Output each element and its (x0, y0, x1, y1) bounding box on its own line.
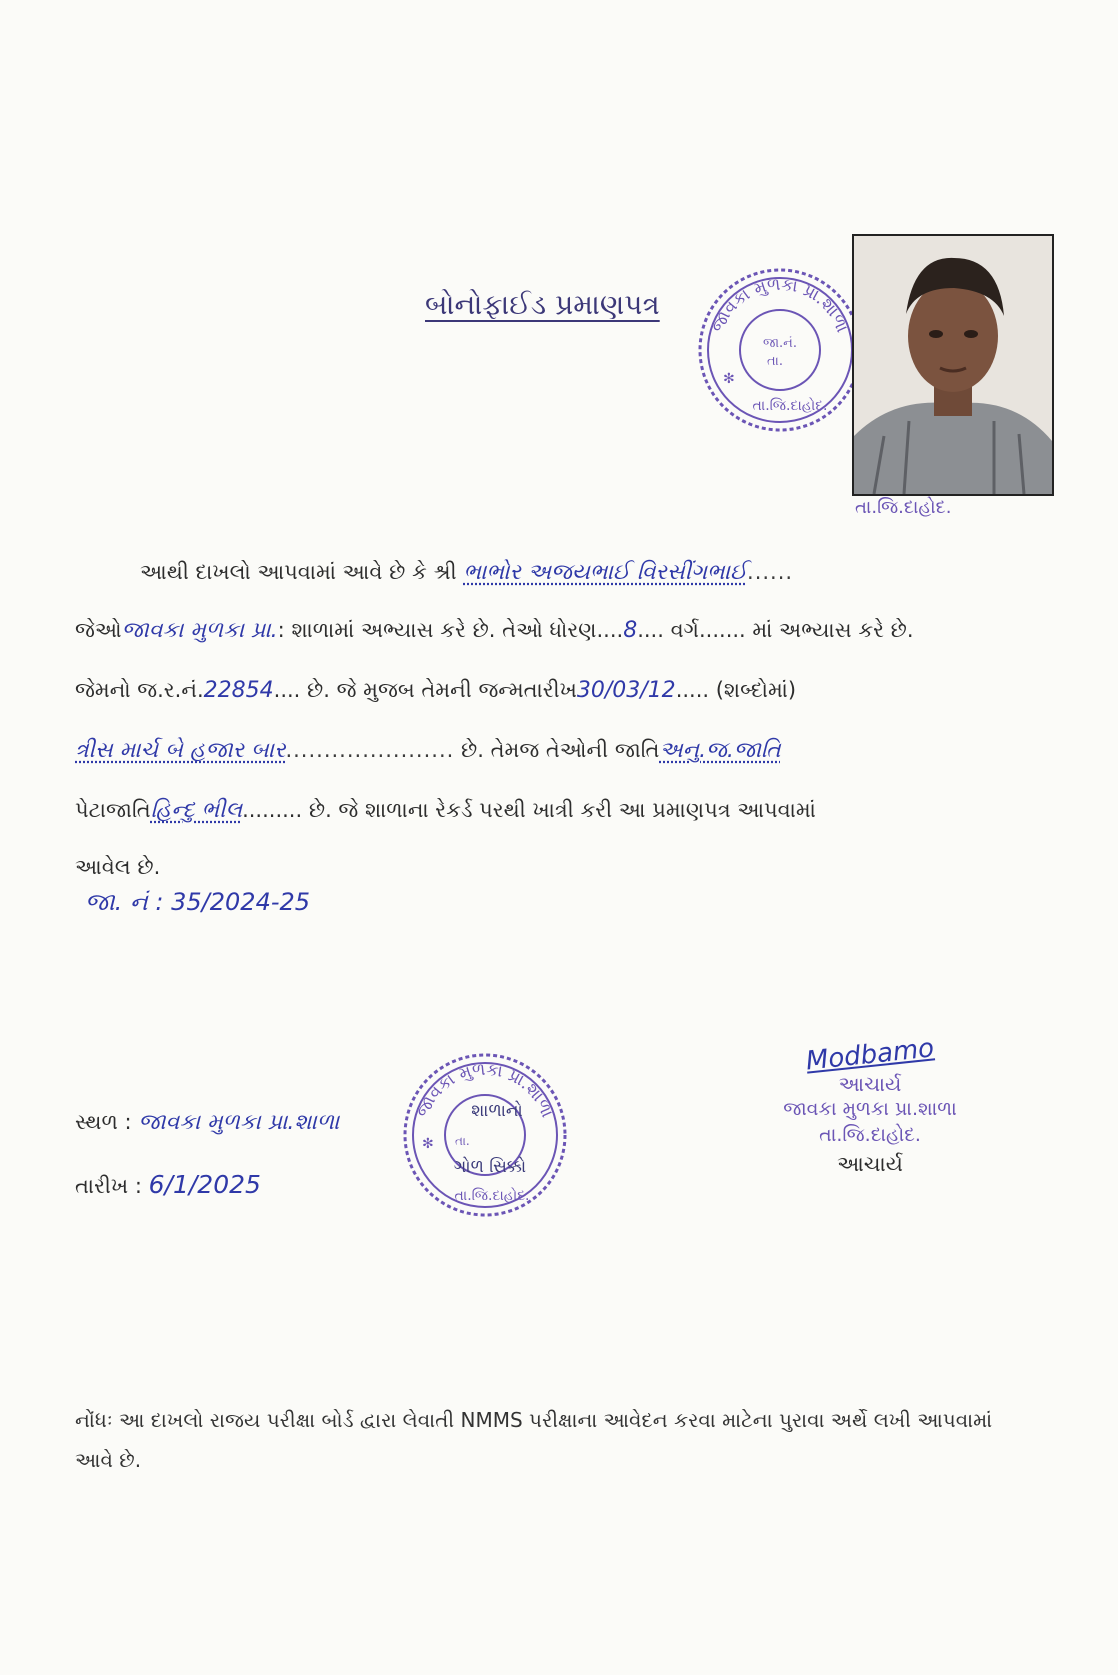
body-line-5: પેટાજાતિહિન્દુ ભીલ......... છે. જે શાળાના રેકર્ડ પરથી ખાત્રી કરી આ પ્રમાણપત્ર આપવામાં (75, 798, 816, 823)
svg-text:જાવકા મુળકા પ્રા.શાળા (708, 275, 852, 336)
dob-in-words: ત્રીસ માર્ચ બે હજાર બાર (75, 738, 286, 763)
school-seal-top (695, 265, 865, 435)
gr-number: 22854 (203, 678, 274, 703)
school-seal-bottom (400, 1050, 570, 1220)
school-stamp-name: જાવકા મુળકા પ્રા.શાળા (783, 1098, 957, 1120)
caste-value: અનુ.જ.જાતિ (659, 738, 781, 763)
body-line-6: આવેલ છે. (75, 855, 161, 879)
seal-top-inner2: તા. (767, 354, 783, 369)
footnote: નોંધઃ આ દાખલો રાજય પરીક્ષા બોર્ડ દ્વારા લેવાતી NMMS પરીક્ષાના આવેદન કરવા માટેના પુરાવા અર્થે લખી આપવામાં આવે છે. (75, 1408, 993, 1472)
date-label: તારીખ : (75, 1174, 142, 1198)
body-line-4: ત્રીસ માર્ચ બે હજાર બાર...................... છે. તેમજ તેઓની જાતિઅનુ.જ.જાતિ (75, 738, 781, 763)
seal-top-inner1: જા.નં. (762, 336, 798, 351)
school-name-handwritten: જાવકા મુળકા પ્રા. (121, 618, 278, 643)
seal-bottom-inner: તા. (455, 1134, 470, 1148)
seal-top-bottom: તા.જિ.દાહોદ. (752, 398, 828, 414)
sub-caste-value: હિન્દુ ભીલ (150, 798, 243, 823)
school-stamp-district: તા.જિ.દાહોદ. (819, 1124, 921, 1146)
standard-value: 8 (623, 618, 638, 643)
principal-role: આચાર્ય (837, 1152, 903, 1176)
date-value: 6/1/2025 (148, 1170, 261, 1199)
body-line-2: જેઓજાવકા મુળકા પ્રા.: શાળામાં અભ્યાસ કરે છે. તેઓ ધોરણ....8.... વર્ગ....... માં અભ્યાસ કરે છે. (75, 618, 914, 643)
seal-top-arc: જાવકા મુળકા પ્રા.શાળા (707, 274, 853, 336)
place-value: જાવકા મુળકા પ્રા.શાળા (138, 1110, 340, 1135)
seal-bottom-base: તા.જિ.દાહોદ. (454, 1188, 530, 1204)
svg-text:જાવકા મુળકા પ્રા.શાળા (413, 1060, 557, 1121)
seal-bottom-center: શાળાનો (471, 1101, 523, 1121)
date-line (75, 1170, 261, 1199)
seal-bottom-bottom: ગોળ સિક્કો (453, 1157, 527, 1177)
place-line (75, 1110, 339, 1135)
seal-bottom-arc: જાવકા મુળકા પ્રા.શાળા (412, 1059, 558, 1121)
principal-role-stamp: આચાર્ય (838, 1072, 902, 1096)
place-label: સ્થળ : (75, 1110, 132, 1134)
photo-caption: તા.જિ.દાહોદ. (855, 497, 952, 518)
seal-top-star-icon: ✻ (723, 371, 735, 387)
seal-bottom-star-icon: ✻ (422, 1136, 434, 1152)
signature-block (755, 1033, 985, 1177)
principal-signature: Modbamo (804, 1033, 936, 1077)
body-line-3: જેમનો જ.ર.નં.22854.... છે. જે મુજબ તેમની જન્મતારીખ30/03/12..... (શબ્દોમાં) (75, 678, 797, 703)
student-photo-icon (854, 236, 1052, 494)
student-photo (852, 234, 1054, 496)
date-of-birth: 30/03/12 (576, 678, 676, 703)
body-line-1: આથી દાખલો આપવામાં આવે છે કે શ્રી ભાભોર અજયભાઈ વિરસીંગભાઈ...... (140, 560, 794, 585)
reference-number: જા. નં : 35/2024-25 (85, 888, 311, 916)
student-name: ભાભોર અજયભાઈ વિરસીંગભાઈ (463, 560, 748, 585)
certificate-title: બોનોફાઈડ પ્રમાણપત્ર (425, 288, 660, 321)
